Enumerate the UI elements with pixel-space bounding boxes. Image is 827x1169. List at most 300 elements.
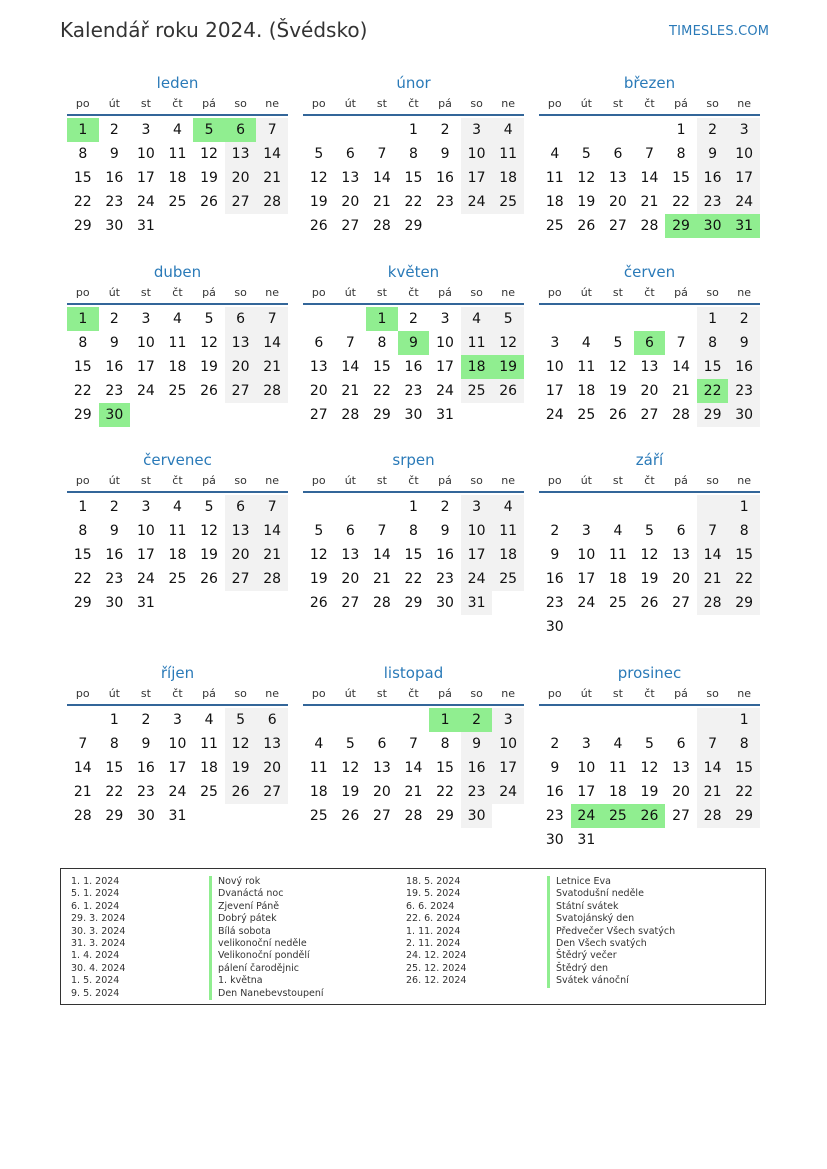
weekday-label: pá (674, 474, 688, 487)
day: 31 (168, 808, 187, 824)
weekday-label: st (376, 286, 387, 299)
day: 18 (168, 547, 187, 563)
legend-date: 1. 11. 2024 (406, 925, 461, 937)
day: 10 (728, 142, 760, 166)
day: 2 (728, 307, 760, 331)
weekday-label: út (108, 474, 120, 487)
day: 4 (173, 122, 182, 138)
day: 20 (672, 571, 690, 587)
day: 4 (613, 736, 623, 752)
day: 28 (372, 595, 391, 611)
holiday-day: 2 (461, 708, 493, 732)
day: 2 (409, 311, 418, 327)
month-name: únor (396, 74, 431, 92)
day: 25 (200, 784, 218, 800)
weekday-label: po (547, 97, 562, 110)
day: 10 (436, 335, 454, 351)
day: 3 (550, 335, 560, 351)
day: 14 (697, 756, 729, 780)
day: 16 (136, 760, 155, 776)
day: 28 (404, 808, 423, 824)
weekday-label: so (470, 474, 483, 487)
legend-holiday-name: Letnice Eva (547, 876, 675, 888)
month-červenec (67, 449, 288, 615)
day: 30 (461, 804, 493, 828)
day: 13 (341, 547, 360, 563)
day: 8 (728, 519, 760, 543)
day: 10 (461, 519, 493, 543)
day: 16 (105, 359, 124, 375)
day: 7 (256, 118, 288, 142)
day: 22 (728, 567, 760, 591)
day: 30 (545, 832, 564, 848)
day: 5 (613, 335, 623, 351)
day: 9 (550, 547, 560, 563)
legend-holiday-name: Dvanáctá noc (209, 888, 324, 900)
day-grid (67, 708, 288, 828)
day: 2 (550, 736, 560, 752)
weekday-label: po (311, 474, 326, 487)
weekday-label: pá (438, 286, 452, 299)
weekday-label: pá (202, 687, 216, 700)
page-title: Kalendář roku 2024. (Švédsko) (60, 18, 368, 42)
day: 21 (640, 194, 659, 210)
day: 28 (256, 567, 288, 591)
month-name: srpen (392, 451, 435, 469)
day: 27 (225, 190, 257, 214)
weekday-label: út (344, 286, 356, 299)
day: 12 (309, 170, 328, 186)
day: 26 (608, 407, 627, 423)
day: 25 (168, 571, 187, 587)
day: 25 (168, 383, 187, 399)
day: 17 (136, 547, 155, 563)
day: 3 (141, 122, 151, 138)
day: 1 (676, 122, 686, 138)
day: 6 (345, 146, 355, 162)
legend-date: 6. 1. 2024 (71, 900, 120, 912)
day: 23 (545, 595, 564, 611)
day: 10 (545, 359, 564, 375)
day: 15 (728, 756, 760, 780)
weekday-label: so (234, 687, 247, 700)
weekday-label: st (612, 286, 623, 299)
day: 20 (309, 383, 328, 399)
day: 15 (728, 543, 760, 567)
day: 28 (256, 190, 288, 214)
day: 29 (728, 591, 760, 615)
day: 21 (697, 567, 729, 591)
weekday-header (303, 283, 524, 305)
holiday-day: 9 (398, 331, 430, 355)
day: 1 (409, 499, 418, 515)
day: 12 (341, 760, 360, 776)
month-name: říjen (160, 664, 195, 682)
legend-holiday-name: Státní svátek (547, 901, 675, 913)
day: 15 (105, 760, 124, 776)
day: 29 (404, 218, 423, 234)
day: 27 (256, 780, 288, 804)
day: 21 (256, 166, 288, 190)
day: 30 (545, 619, 564, 635)
day: 29 (73, 407, 92, 423)
day: 8 (728, 732, 760, 756)
month-name: září (635, 451, 664, 469)
day: 20 (341, 571, 360, 587)
day: 4 (492, 118, 524, 142)
day: 21 (372, 571, 391, 587)
day: 15 (73, 170, 92, 186)
day: 18 (608, 571, 627, 587)
day: 20 (608, 194, 627, 210)
empty-cell (602, 307, 634, 331)
day: 8 (697, 331, 729, 355)
day: 21 (672, 383, 690, 399)
day: 3 (173, 712, 182, 728)
holiday-day: 26 (634, 804, 666, 828)
day: 19 (640, 784, 659, 800)
month-name: květen (387, 263, 440, 281)
weekday-label: po (311, 286, 326, 299)
day: 4 (173, 499, 182, 515)
weekday-label: čt (172, 286, 183, 299)
day: 16 (105, 547, 124, 563)
day: 17 (577, 571, 596, 587)
legend-holiday-name: Svátek vánoční (547, 975, 675, 987)
day: 27 (341, 595, 360, 611)
legend-dates-right (406, 876, 466, 988)
day: 23 (404, 383, 423, 399)
day: 20 (225, 166, 257, 190)
day: 10 (577, 760, 596, 776)
weekday-label: čt (408, 474, 419, 487)
day: 16 (461, 756, 493, 780)
day: 19 (200, 547, 218, 563)
day: 27 (672, 595, 690, 611)
day: 7 (78, 736, 88, 752)
day: 9 (697, 142, 729, 166)
day: 8 (78, 335, 88, 351)
day: 9 (461, 732, 493, 756)
day: 24 (545, 407, 564, 423)
day: 25 (545, 218, 564, 234)
weekday-header (539, 471, 760, 493)
day: 12 (200, 523, 218, 539)
day: 17 (728, 166, 760, 190)
day: 22 (372, 383, 391, 399)
day: 13 (309, 359, 328, 375)
day-grid (67, 495, 288, 615)
day-grid (539, 708, 760, 852)
day: 2 (697, 118, 729, 142)
day: 2 (141, 712, 151, 728)
day: 20 (225, 543, 257, 567)
day: 10 (136, 335, 155, 351)
day: 29 (73, 218, 92, 234)
month-name: leden (156, 74, 199, 92)
empty-cell (67, 708, 99, 732)
day: 5 (204, 499, 214, 515)
weekday-label: ne (501, 687, 516, 700)
day: 26 (225, 780, 257, 804)
day: 20 (372, 784, 391, 800)
day: 16 (728, 355, 760, 379)
weekday-label: pá (674, 687, 688, 700)
day: 24 (136, 383, 155, 399)
day: 23 (728, 379, 760, 403)
day: 6 (345, 523, 355, 539)
day: 31 (136, 595, 155, 611)
day: 9 (109, 146, 119, 162)
day: 23 (436, 571, 454, 587)
legend-date: 24. 12. 2024 (406, 950, 467, 962)
legend-names-left (209, 876, 324, 1000)
day-grid (303, 495, 524, 615)
day: 4 (314, 736, 324, 752)
day: 17 (136, 359, 155, 375)
day: 5 (645, 736, 654, 752)
day: 5 (345, 736, 355, 752)
weekday-label: pá (438, 97, 452, 110)
empty-cell (634, 118, 666, 142)
day: 3 (728, 118, 760, 142)
day: 24 (436, 383, 454, 399)
day: 21 (404, 784, 423, 800)
weekday-label: st (376, 97, 387, 110)
day: 6 (314, 335, 324, 351)
empty-cell (634, 708, 666, 732)
day: 2 (109, 311, 119, 327)
weekday-label: čt (172, 474, 183, 487)
weekday-label: čt (644, 687, 655, 700)
month-name: červenec (143, 451, 212, 469)
day: 9 (440, 146, 450, 162)
day: 8 (409, 146, 418, 162)
weekday-header (303, 471, 524, 493)
day: 25 (309, 808, 328, 824)
legend-date: 30. 4. 2024 (71, 962, 126, 974)
day: 26 (640, 595, 659, 611)
day: 3 (440, 311, 450, 327)
day: 21 (256, 543, 288, 567)
legend-names-right (547, 876, 675, 988)
day: 14 (404, 760, 423, 776)
empty-cell (335, 708, 367, 732)
weekday-header (539, 94, 760, 116)
day: 15 (404, 547, 423, 563)
day: 21 (372, 194, 391, 210)
day: 29 (73, 595, 92, 611)
empty-cell (366, 708, 398, 732)
day: 7 (645, 146, 654, 162)
day: 13 (672, 760, 690, 776)
day: 25 (168, 194, 187, 210)
day: 19 (608, 383, 627, 399)
weekday-label: st (140, 474, 151, 487)
day: 27 (341, 218, 360, 234)
day: 7 (345, 335, 355, 351)
weekday-label: po (75, 286, 90, 299)
month-srpen (303, 449, 524, 615)
legend-date: 26. 12. 2024 (406, 975, 467, 987)
weekday-label: út (344, 97, 356, 110)
day: 19 (640, 571, 659, 587)
weekday-header (67, 471, 288, 493)
day: 18 (309, 784, 328, 800)
weekday-label: ne (501, 97, 516, 110)
day: 23 (105, 383, 124, 399)
day: 27 (672, 808, 690, 824)
weekday-label: po (75, 687, 90, 700)
day: 5 (314, 146, 324, 162)
weekday-label: pá (202, 97, 216, 110)
weekday-label: út (580, 474, 592, 487)
day-grid (67, 118, 288, 238)
day: 1 (409, 122, 418, 138)
day: 19 (309, 194, 328, 210)
weekday-label: st (612, 687, 623, 700)
empty-cell (539, 708, 571, 732)
day: 11 (608, 760, 627, 776)
empty-cell (602, 708, 634, 732)
day: 1 (728, 495, 760, 519)
weekday-label: út (108, 97, 120, 110)
weekday-label: st (140, 687, 151, 700)
day: 25 (577, 407, 596, 423)
legend-holiday-name: Štědrý večer (547, 950, 675, 962)
day: 17 (545, 383, 564, 399)
day: 20 (225, 355, 257, 379)
holiday-day: 30 (99, 403, 131, 427)
weekday-label: po (311, 97, 326, 110)
day: 4 (581, 335, 591, 351)
day: 12 (577, 170, 596, 186)
day: 27 (640, 407, 659, 423)
weekday-label: ne (265, 97, 280, 110)
empty-cell (303, 118, 335, 142)
empty-cell (571, 708, 603, 732)
holiday-day: 6 (634, 331, 666, 355)
empty-cell (697, 708, 729, 732)
day: 13 (225, 519, 257, 543)
legend-holiday-name: Den Nanebevstoupení (209, 988, 324, 1000)
day: 8 (78, 523, 88, 539)
day: 2 (440, 499, 450, 515)
day: 7 (697, 519, 729, 543)
day: 15 (404, 170, 423, 186)
weekday-label: po (547, 286, 562, 299)
day: 14 (640, 170, 659, 186)
day: 28 (697, 591, 729, 615)
weekday-label: so (706, 286, 719, 299)
day: 15 (436, 760, 454, 776)
day: 31 (461, 591, 493, 615)
day: 3 (141, 311, 151, 327)
weekday-label: čt (644, 286, 655, 299)
empty-cell (571, 307, 603, 331)
holiday-day: 22 (697, 379, 729, 403)
legend-date: 31. 3. 2024 (71, 937, 126, 949)
day: 3 (461, 118, 493, 142)
weekday-label: út (344, 687, 356, 700)
day: 16 (404, 359, 423, 375)
day: 16 (105, 170, 124, 186)
day: 19 (200, 170, 218, 186)
site-link[interactable]: TIMESLES.COM (669, 24, 770, 39)
day: 8 (377, 335, 387, 351)
day: 27 (225, 567, 257, 591)
month-name: březen (623, 74, 676, 92)
day: 21 (256, 355, 288, 379)
day: 18 (492, 166, 524, 190)
day: 7 (676, 335, 686, 351)
day: 6 (377, 736, 387, 752)
day: 10 (577, 547, 596, 563)
legend-date: 18. 5. 2024 (406, 876, 461, 887)
weekday-header (539, 684, 760, 706)
legend-date: 29. 3. 2024 (71, 913, 126, 925)
holiday-day: 18 (461, 355, 493, 379)
day: 22 (404, 194, 423, 210)
day: 12 (640, 547, 659, 563)
day: 14 (73, 760, 92, 776)
day: 9 (550, 760, 560, 776)
day: 10 (168, 736, 187, 752)
day: 31 (577, 832, 596, 848)
day: 30 (136, 808, 155, 824)
weekday-label: st (140, 286, 151, 299)
day: 13 (372, 760, 391, 776)
legend-date: 22. 6. 2024 (406, 913, 461, 925)
day: 12 (309, 547, 328, 563)
holiday-day: 6 (225, 118, 257, 142)
weekday-label: st (376, 474, 387, 487)
day-grid (303, 118, 524, 238)
day: 26 (577, 218, 596, 234)
day: 14 (256, 331, 288, 355)
day: 21 (73, 784, 92, 800)
day: 23 (697, 190, 729, 214)
weekday-label: čt (408, 97, 419, 110)
day: 22 (404, 571, 423, 587)
weekday-label: ne (737, 286, 752, 299)
day: 13 (608, 170, 627, 186)
day-grid (539, 495, 760, 639)
weekday-label: so (706, 687, 719, 700)
weekday-header (539, 283, 760, 305)
day: 18 (492, 543, 524, 567)
day: 8 (409, 523, 418, 539)
day: 14 (672, 359, 690, 375)
day: 2 (109, 499, 119, 515)
holiday-day: 31 (728, 214, 760, 238)
day: 5 (204, 311, 214, 327)
day: 3 (581, 736, 591, 752)
empty-cell (634, 495, 666, 519)
day: 16 (436, 170, 454, 186)
day: 4 (550, 146, 560, 162)
day: 26 (200, 383, 218, 399)
empty-cell (634, 307, 666, 331)
empty-cell (335, 118, 367, 142)
day: 26 (309, 595, 328, 611)
month-říjen (67, 662, 288, 828)
legend-holiday-name: pálení čarodějnic (209, 963, 324, 975)
legend-holiday-name: Štědrý den (547, 963, 675, 975)
holiday-day: 1 (67, 307, 99, 331)
weekday-label: po (75, 97, 90, 110)
weekday-label: čt (408, 286, 419, 299)
